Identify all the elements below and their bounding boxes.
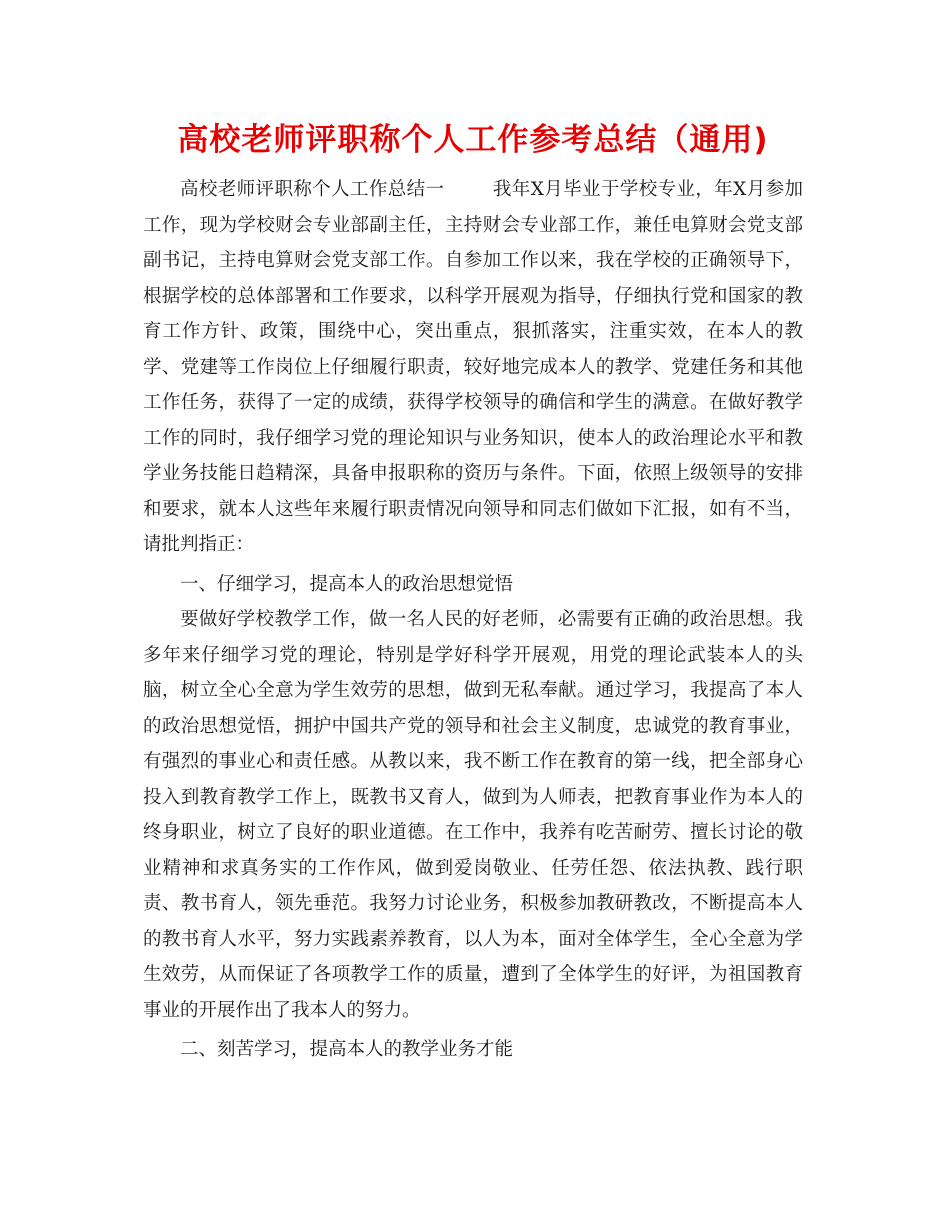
section1-paragraph: 要做好学校教学工作，做一名人民的好老师，必需要有正确的政治思想。我多年来仔细学习党的理论，特别是学好科学开展观，用党的理论武装本人的头脑，树立全心全意为学生效劳的思想，做到无私奉献。通过学习，我提高了本人的政治思想觉悟，拥护中国共产党的领导和社会主义制度，忠诚党的教育事业，有强烈的事业心和责任感。从教以来，我不断工作在教育的第一线，把全部身心投入到教育教学工作上，既教书又育人，做到为人师表，把教育事业作为本人的终身职业，树立了良好的职业道德。在工作中，我养有吃苦耐劳、擅长讨论的敬业精神和求真务实的工作作风，做到爱岗敬业、任劳任怨、依法执教、践行职责、教书育人，领先垂范。我努力讨论业务，积极参加教研教改，不断提高本人的教书育人水平，努力实践素养教育，以人为本，面对全体学生，全心全意为学生效劳，从而保证了各项教学工作的质量，遭到了全体学生的好评，为祖国教育事业的开展作出了我本人的努力。 <box>143 609 803 1021</box>
intro-label: 高校老师评职称个人工作总结一 <box>180 179 445 200</box>
document-title: 高校老师评职称个人工作参考总结（通用) <box>177 122 769 158</box>
document-page <box>143 118 803 1068</box>
section1-heading: 一、仔细学习，提高本人的政治思想觉悟 <box>180 573 514 595</box>
section2-heading: 二、刻苦学习，提高本人的教学业务才能 <box>180 1039 514 1060</box>
intro-paragraph <box>143 172 803 563</box>
intro-text: 我年X月毕业于学校专业，年X月参加工作，现为学校财会专业部副主任，主持财会专业部工作，兼任电算财会党支部副书记，主持电算财会党支部工作。自参加工作以来，我在学校的正确领导下，根据学校的总体部署和工作要求，以科学开展观为指导，仔细执行党和国家的教育工作方针、政策，围绕中心，突出重点，狠抓落实，注重实效，在本人的教学、党建等工作岗位上仔细履行职责，较好地完成本人的教学、党建任务和其他工作任务，获得了一定的成绩，获得学校领导的确信和学生的满意。在做好教学工作的同时，我仔细学习党的理论知识与业务知识，使本人的政治理论水平和教学业务技能日趋精深，具备申报职称的资历与条件。下面，依照上级领导的安排和要求，就本人这些年来履行职责情况向领导和同志们做如下汇报，如有不当，请批判指正： <box>143 179 803 555</box>
